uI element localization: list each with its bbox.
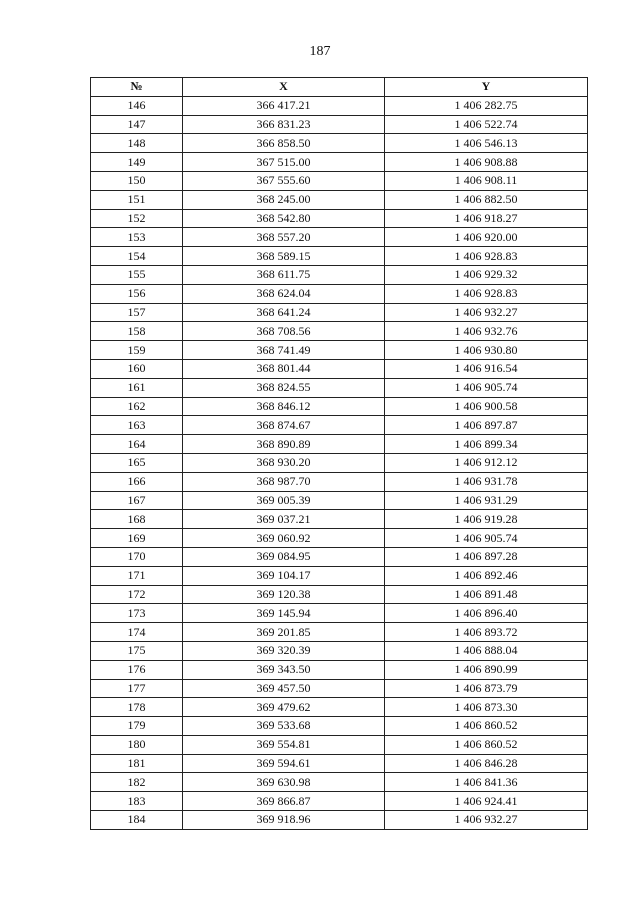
cell-y: 1 406 860.52 [385, 717, 588, 736]
cell-number: 180 [91, 735, 183, 754]
cell-number: 173 [91, 604, 183, 623]
cell-x: 366 831.23 [183, 115, 385, 134]
cell-x: 368 741.49 [183, 341, 385, 360]
cell-x: 369 918.96 [183, 811, 385, 830]
table-row [91, 416, 588, 435]
cell-x: 366 858.50 [183, 134, 385, 153]
cell-number: 153 [91, 228, 183, 247]
cell-x: 368 801.44 [183, 359, 385, 378]
cell-x: 368 874.67 [183, 416, 385, 435]
cell-x: 369 594.61 [183, 754, 385, 773]
cell-number: 183 [91, 792, 183, 811]
cell-y: 1 406 882.50 [385, 190, 588, 209]
cell-number: 177 [91, 679, 183, 698]
cell-x: 368 624.04 [183, 284, 385, 303]
cell-y: 1 406 891.48 [385, 585, 588, 604]
cell-y: 1 406 846.28 [385, 754, 588, 773]
table-row [91, 792, 588, 811]
cell-number: 158 [91, 322, 183, 341]
cell-x: 368 987.70 [183, 472, 385, 491]
cell-x: 369 479.62 [183, 698, 385, 717]
table-row [91, 660, 588, 679]
table-row [91, 134, 588, 153]
cell-x: 368 557.20 [183, 228, 385, 247]
cell-y: 1 406 932.27 [385, 811, 588, 830]
table-row [91, 303, 588, 322]
cell-y: 1 406 897.87 [385, 416, 588, 435]
cell-x: 368 589.15 [183, 247, 385, 266]
cell-y: 1 406 888.04 [385, 641, 588, 660]
cell-y: 1 406 912.12 [385, 453, 588, 472]
table-row [91, 453, 588, 472]
table-row [91, 679, 588, 698]
table-row [91, 153, 588, 172]
cell-y: 1 406 924.41 [385, 792, 588, 811]
table-row [91, 472, 588, 491]
cell-x: 369 005.39 [183, 491, 385, 510]
cell-x: 368 641.24 [183, 303, 385, 322]
cell-number: 149 [91, 153, 183, 172]
cell-y: 1 406 892.46 [385, 566, 588, 585]
cell-x: 368 245.00 [183, 190, 385, 209]
table-row [91, 491, 588, 510]
cell-x: 369 060.92 [183, 529, 385, 548]
table-row [91, 435, 588, 454]
cell-number: 147 [91, 115, 183, 134]
table-row [91, 209, 588, 228]
table-row [91, 811, 588, 830]
cell-number: 174 [91, 623, 183, 642]
cell-number: 184 [91, 811, 183, 830]
cell-number: 176 [91, 660, 183, 679]
table-row [91, 228, 588, 247]
cell-y: 1 406 905.74 [385, 378, 588, 397]
cell-x: 368 611.75 [183, 265, 385, 284]
table-row [91, 341, 588, 360]
cell-y: 1 406 931.78 [385, 472, 588, 491]
cell-number: 161 [91, 378, 183, 397]
table-row [91, 547, 588, 566]
cell-y: 1 406 546.13 [385, 134, 588, 153]
table-header-row [91, 78, 588, 97]
cell-y: 1 406 919.28 [385, 510, 588, 529]
cell-number: 152 [91, 209, 183, 228]
cell-y: 1 406 908.11 [385, 171, 588, 190]
cell-number: 148 [91, 134, 183, 153]
cell-x: 369 084.95 [183, 547, 385, 566]
table-row [91, 247, 588, 266]
table-row [91, 773, 588, 792]
cell-number: 178 [91, 698, 183, 717]
table-row [91, 698, 588, 717]
cell-x: 369 457.50 [183, 679, 385, 698]
cell-number: 164 [91, 435, 183, 454]
cell-y: 1 406 522.74 [385, 115, 588, 134]
cell-number: 156 [91, 284, 183, 303]
coordinates-table [90, 77, 588, 830]
cell-number: 181 [91, 754, 183, 773]
cell-number: 146 [91, 96, 183, 115]
cell-x: 369 630.98 [183, 773, 385, 792]
cell-x: 367 515.00 [183, 153, 385, 172]
cell-y: 1 406 929.32 [385, 265, 588, 284]
table-row [91, 171, 588, 190]
cell-number: 157 [91, 303, 183, 322]
cell-number: 182 [91, 773, 183, 792]
header-number: № [91, 78, 183, 97]
cell-x: 369 554.81 [183, 735, 385, 754]
cell-number: 151 [91, 190, 183, 209]
cell-number: 168 [91, 510, 183, 529]
cell-y: 1 406 893.72 [385, 623, 588, 642]
cell-number: 162 [91, 397, 183, 416]
table-row [91, 529, 588, 548]
table-row [91, 585, 588, 604]
cell-number: 166 [91, 472, 183, 491]
cell-y: 1 406 932.27 [385, 303, 588, 322]
cell-number: 167 [91, 491, 183, 510]
cell-y: 1 406 918.27 [385, 209, 588, 228]
table-row [91, 623, 588, 642]
table-row [91, 190, 588, 209]
cell-x: 369 320.39 [183, 641, 385, 660]
cell-number: 160 [91, 359, 183, 378]
cell-x: 369 104.17 [183, 566, 385, 585]
table-row [91, 717, 588, 736]
cell-number: 163 [91, 416, 183, 435]
table-row [91, 641, 588, 660]
cell-x: 367 555.60 [183, 171, 385, 190]
table-row [91, 604, 588, 623]
cell-x: 369 145.94 [183, 604, 385, 623]
cell-x: 368 824.55 [183, 378, 385, 397]
cell-y: 1 406 860.52 [385, 735, 588, 754]
cell-x: 369 120.38 [183, 585, 385, 604]
table-row [91, 284, 588, 303]
table-row [91, 735, 588, 754]
cell-number: 170 [91, 547, 183, 566]
cell-x: 369 343.50 [183, 660, 385, 679]
page-number: 187 [309, 44, 331, 59]
cell-number: 155 [91, 265, 183, 284]
cell-y: 1 406 905.74 [385, 529, 588, 548]
cell-y: 1 406 928.83 [385, 284, 588, 303]
cell-y: 1 406 282.75 [385, 96, 588, 115]
cell-y: 1 406 931.29 [385, 491, 588, 510]
cell-number: 172 [91, 585, 183, 604]
table-body [91, 96, 588, 829]
table-row [91, 265, 588, 284]
cell-x: 368 930.20 [183, 453, 385, 472]
cell-x: 368 542.80 [183, 209, 385, 228]
cell-number: 165 [91, 453, 183, 472]
cell-x: 369 201.85 [183, 623, 385, 642]
cell-y: 1 406 916.54 [385, 359, 588, 378]
cell-y: 1 406 908.88 [385, 153, 588, 172]
header-y: Y [385, 78, 588, 97]
cell-number: 169 [91, 529, 183, 548]
table-row [91, 397, 588, 416]
cell-number: 154 [91, 247, 183, 266]
cell-x: 369 533.68 [183, 717, 385, 736]
cell-number: 175 [91, 641, 183, 660]
cell-number: 179 [91, 717, 183, 736]
table-row [91, 322, 588, 341]
table-row [91, 359, 588, 378]
cell-number: 159 [91, 341, 183, 360]
cell-y: 1 406 897.28 [385, 547, 588, 566]
table-row [91, 96, 588, 115]
cell-y: 1 406 900.58 [385, 397, 588, 416]
cell-y: 1 406 928.83 [385, 247, 588, 266]
cell-x: 368 708.56 [183, 322, 385, 341]
table-row [91, 115, 588, 134]
table-row [91, 510, 588, 529]
table-row [91, 754, 588, 773]
cell-x: 369 037.21 [183, 510, 385, 529]
cell-x: 368 890.89 [183, 435, 385, 454]
cell-y: 1 406 873.79 [385, 679, 588, 698]
table-row [91, 378, 588, 397]
cell-y: 1 406 896.40 [385, 604, 588, 623]
cell-y: 1 406 841.36 [385, 773, 588, 792]
cell-x: 369 866.87 [183, 792, 385, 811]
cell-y: 1 406 890.99 [385, 660, 588, 679]
cell-number: 150 [91, 171, 183, 190]
cell-y: 1 406 930.80 [385, 341, 588, 360]
cell-y: 1 406 920.00 [385, 228, 588, 247]
cell-y: 1 406 873.30 [385, 698, 588, 717]
table-row [91, 566, 588, 585]
cell-number: 171 [91, 566, 183, 585]
cell-y: 1 406 899.34 [385, 435, 588, 454]
cell-y: 1 406 932.76 [385, 322, 588, 341]
cell-x: 366 417.21 [183, 96, 385, 115]
header-x: X [183, 78, 385, 97]
cell-x: 368 846.12 [183, 397, 385, 416]
